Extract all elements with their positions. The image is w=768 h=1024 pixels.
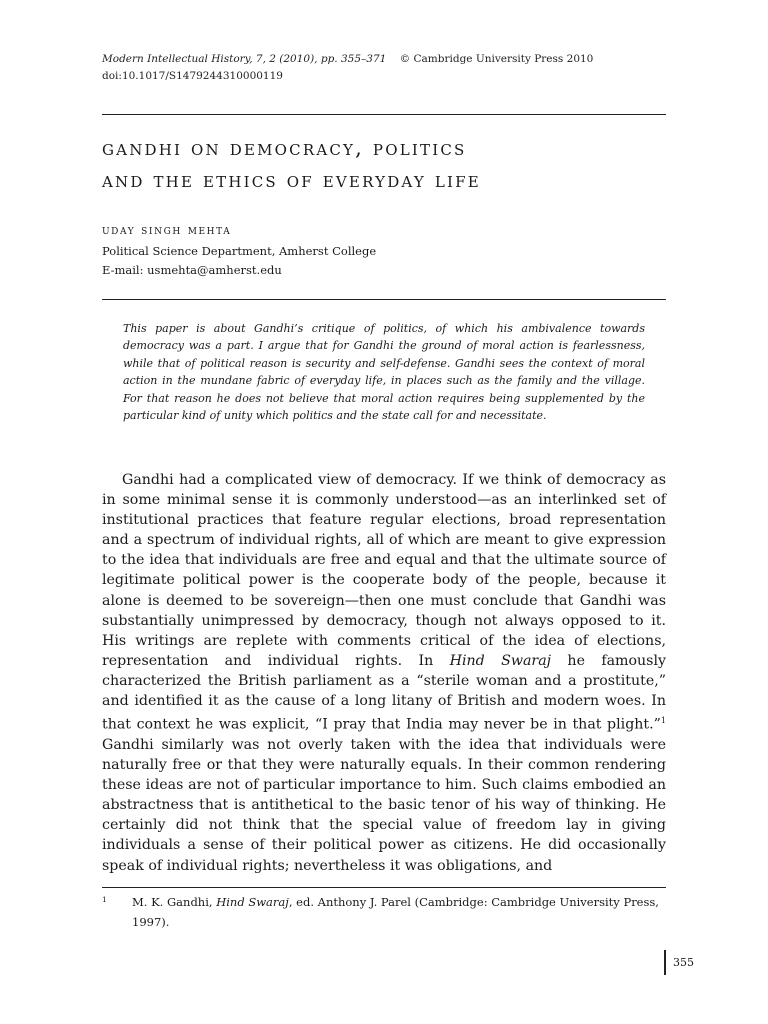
author-affiliation-block bbox=[102, 242, 376, 280]
body-text-part-1: Gandhi had a complicated view of democracy. If we think of democracy as in some minimal sense it is commonly understood—as an interlinked set of institutional practices that feature regular elections, broad representation and a spectrum of individual rights, all of which are meant to give expression to the idea that individuals are free and equal and that the ultimate source of legitimate political power is the cooperate body of the people, because it alone is deemed to be sovereign—then one must conclude that Gandhi was substantially unimpressed by democracy, though not always opposed to it. His writings are replete with comments critical of the idea of elections, representation and individual rights. In bbox=[102, 472, 666, 669]
header-rule bbox=[102, 114, 666, 115]
footnote-text bbox=[132, 892, 666, 932]
title-line-2: and the ethics of everyday life bbox=[102, 168, 481, 192]
article-title bbox=[102, 132, 682, 196]
footnote-rule bbox=[102, 887, 666, 888]
body-paragraph bbox=[102, 470, 666, 876]
author-name: uday singh mehta bbox=[102, 222, 232, 238]
footnote-reference[interactable]: 1 bbox=[660, 716, 666, 726]
body-italic-title: Hind Swaraj bbox=[449, 652, 552, 669]
journal-citation: Modern Intellectual History, 7, 2 (2010), pp. 355–371 bbox=[102, 53, 387, 65]
footnote-text-b: , ed. Anthony J. Parel (Cambridge: Cambridge University Press, 1997). bbox=[132, 895, 659, 929]
title-line-1: gandhi on democracy, politics bbox=[102, 136, 467, 160]
footnote-text-a: M. K. Gandhi, bbox=[132, 895, 217, 909]
body-text bbox=[102, 470, 666, 876]
abstract: This paper is about Gandhi’s critique of politics, of which his ambivalence towards democracy was a part. I argue that for Gandhi the ground of moral action is fearlessness, while that of political reason is security and self-defense. Gandhi sees the context of moral action in the mundane fabric of everyday life, in places such as the family and the village. For that reason he does not believe that moral action requires being supplemented by the particular kind of unity which politics and the state call for and necessitate. bbox=[123, 322, 645, 423]
copyright-notice: © Cambridge University Press 2010 bbox=[399, 53, 594, 65]
doi: doi:10.1017/S1479244310000119 bbox=[102, 70, 283, 82]
footnote-number: 1 bbox=[102, 895, 107, 904]
abstract-top-rule bbox=[102, 299, 666, 300]
affiliation: Political Science Department, Amherst College bbox=[102, 244, 377, 258]
body-text-part-2: he famously characterized the British parliament as a “sterile woman and a prostitute,” and identified it as the cause of a long litany of British and modern woes. In that context he was explicit, “I pray that India may never be in that plight.” bbox=[102, 652, 666, 733]
page-number: 355 bbox=[673, 956, 694, 969]
author-email: E-mail: usmehta@amherst.edu bbox=[102, 263, 282, 277]
body-text-part-3: Gandhi similarly was not overly taken with the idea that individuals were naturally free or that they were naturally equals. In their common rendering these ideas are not of particular importance to him. Such claims embodied an abstractness that is antithetical to the basic tenor of his way of thinking. He certainly did not think that the special value of freedom lay in giving individuals a sense of their political power as citizens. He did occasionally speak of individual rights; nevertheless it was obligations, and bbox=[102, 736, 666, 874]
footnote-italic-title: Hind Swaraj bbox=[216, 895, 289, 909]
journal-citation-line bbox=[102, 51, 593, 68]
page-number-bar bbox=[664, 950, 666, 975]
